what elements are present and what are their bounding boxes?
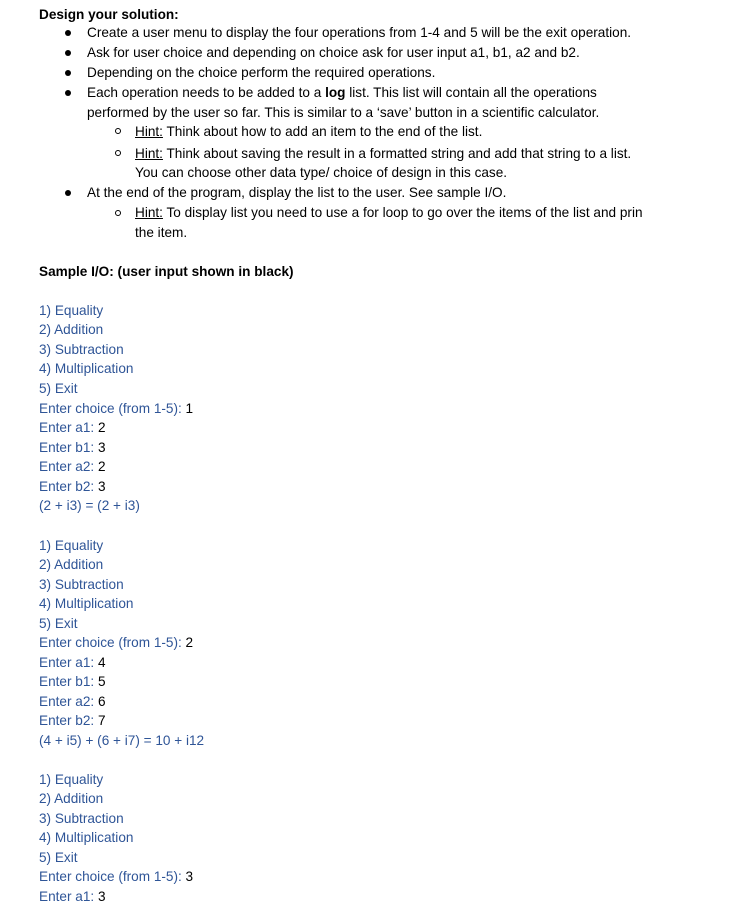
sub-bullet-icon <box>115 128 121 134</box>
sub-bullet-icon <box>115 210 121 216</box>
b2-prompt: Enter b2: <box>39 713 95 728</box>
log-keyword: log <box>325 85 346 100</box>
b1-prompt: Enter b1: <box>39 674 95 689</box>
choice-line <box>39 634 193 652</box>
hint-text: Think about how to add an item to the end of the list. <box>162 124 483 139</box>
sample-heading: Sample I/O: (user input shown in black) <box>39 264 294 279</box>
user-input: 3 <box>94 440 106 455</box>
bullet-item-log <box>87 84 597 102</box>
user-input: 3 <box>181 869 194 884</box>
user-input: 5 <box>94 674 106 689</box>
sub-bullet-icon <box>115 150 121 156</box>
a1-line <box>39 654 106 672</box>
a1-prompt: Enter a1: <box>39 420 95 435</box>
bullet-icon <box>65 90 71 96</box>
hint-format-line2: You can choose other data type/ choice of design in this case. <box>135 165 508 180</box>
b1-line <box>39 673 106 691</box>
menu-item-addition: 2) Addition <box>39 322 104 337</box>
hint-label: Hint: <box>135 205 163 220</box>
design-heading: Design your solution: <box>39 7 179 22</box>
hint-text: To display list you need to use a for loop to go over the items of the list and prin <box>162 205 643 220</box>
choice-prompt: Enter choice (from 1-5): <box>39 869 182 884</box>
menu-item-subtraction: 3) Subtraction <box>39 811 124 826</box>
menu-item-multiplication: 4) Multiplication <box>39 596 134 611</box>
b2-prompt: Enter b2: <box>39 479 95 494</box>
bullet-item-menu: Create a user menu to display the four operations from 1-4 and 5 will be the exit operation. <box>87 25 632 40</box>
hint-append <box>135 123 482 141</box>
user-input: 3 <box>94 889 106 904</box>
menu-item-exit: 5) Exit <box>39 381 78 396</box>
choice-prompt: Enter choice (from 1-5): <box>39 635 182 650</box>
user-input: 2 <box>94 459 106 474</box>
b2-line <box>39 712 106 730</box>
b1-prompt: Enter b1: <box>39 440 95 455</box>
choice-line <box>39 868 193 886</box>
user-input: 6 <box>94 694 106 709</box>
user-input: 4 <box>94 655 106 670</box>
menu-item-subtraction: 3) Subtraction <box>39 577 124 592</box>
hint-format <box>135 145 631 163</box>
a1-prompt: Enter a1: <box>39 655 95 670</box>
menu-item-exit: 5) Exit <box>39 850 78 865</box>
menu-item-equality: 1) Equality <box>39 303 104 318</box>
a1-prompt: Enter a1: <box>39 889 95 904</box>
hint-text: Think about saving the result in a formatted string and add that string to a list. <box>162 146 632 161</box>
a2-line <box>39 458 106 476</box>
user-input: 2 <box>94 420 106 435</box>
bullet-icon <box>65 190 71 196</box>
bullet-icon <box>65 70 71 76</box>
menu-item-multiplication: 4) Multiplication <box>39 830 134 845</box>
user-input: 7 <box>94 713 106 728</box>
bullet-item-input: Ask for user choice and depending on choice ask for user input a1, b1, a2 and b2. <box>87 45 580 60</box>
menu-item-exit: 5) Exit <box>39 616 78 631</box>
bullet-item-log-line2: performed by the user so far. This is similar to a ‘save’ button in a scientific calculator. <box>87 105 600 120</box>
log-text-post: list. This list will contain all the operations <box>345 85 597 100</box>
user-input: 3 <box>94 479 106 494</box>
hint-label: Hint: <box>135 124 163 139</box>
hint-label: Hint: <box>135 146 163 161</box>
b1-line <box>39 439 106 457</box>
bullet-icon <box>65 30 71 36</box>
a1-line <box>39 888 106 906</box>
result-line: (4 + i5) + (6 + i7) = 10 + i12 <box>39 733 205 748</box>
a2-prompt: Enter a2: <box>39 694 95 709</box>
bullet-icon <box>65 50 71 56</box>
menu-item-addition: 2) Addition <box>39 791 104 806</box>
a2-line <box>39 693 106 711</box>
choice-line <box>39 400 193 418</box>
menu-item-equality: 1) Equality <box>39 772 104 787</box>
a1-line <box>39 419 106 437</box>
user-input: 2 <box>181 635 194 650</box>
log-text-pre: Each operation needs to be added to a <box>87 85 326 100</box>
bullet-item-display: At the end of the program, display the list to the user. See sample I/O. <box>87 185 507 200</box>
menu-item-addition: 2) Addition <box>39 557 104 572</box>
result-line: (2 + i3) = (2 + i3) <box>39 498 140 513</box>
menu-item-subtraction: 3) Subtraction <box>39 342 124 357</box>
hint-loop <box>135 204 643 222</box>
a2-prompt: Enter a2: <box>39 459 95 474</box>
b2-line <box>39 478 106 496</box>
choice-prompt: Enter choice (from 1-5): <box>39 401 182 416</box>
menu-item-equality: 1) Equality <box>39 538 104 553</box>
hint-loop-line2: the item. <box>135 225 188 240</box>
bullet-item-perform: Depending on the choice perform the required operations. <box>87 65 436 80</box>
menu-item-multiplication: 4) Multiplication <box>39 361 134 376</box>
user-input: 1 <box>181 401 194 416</box>
